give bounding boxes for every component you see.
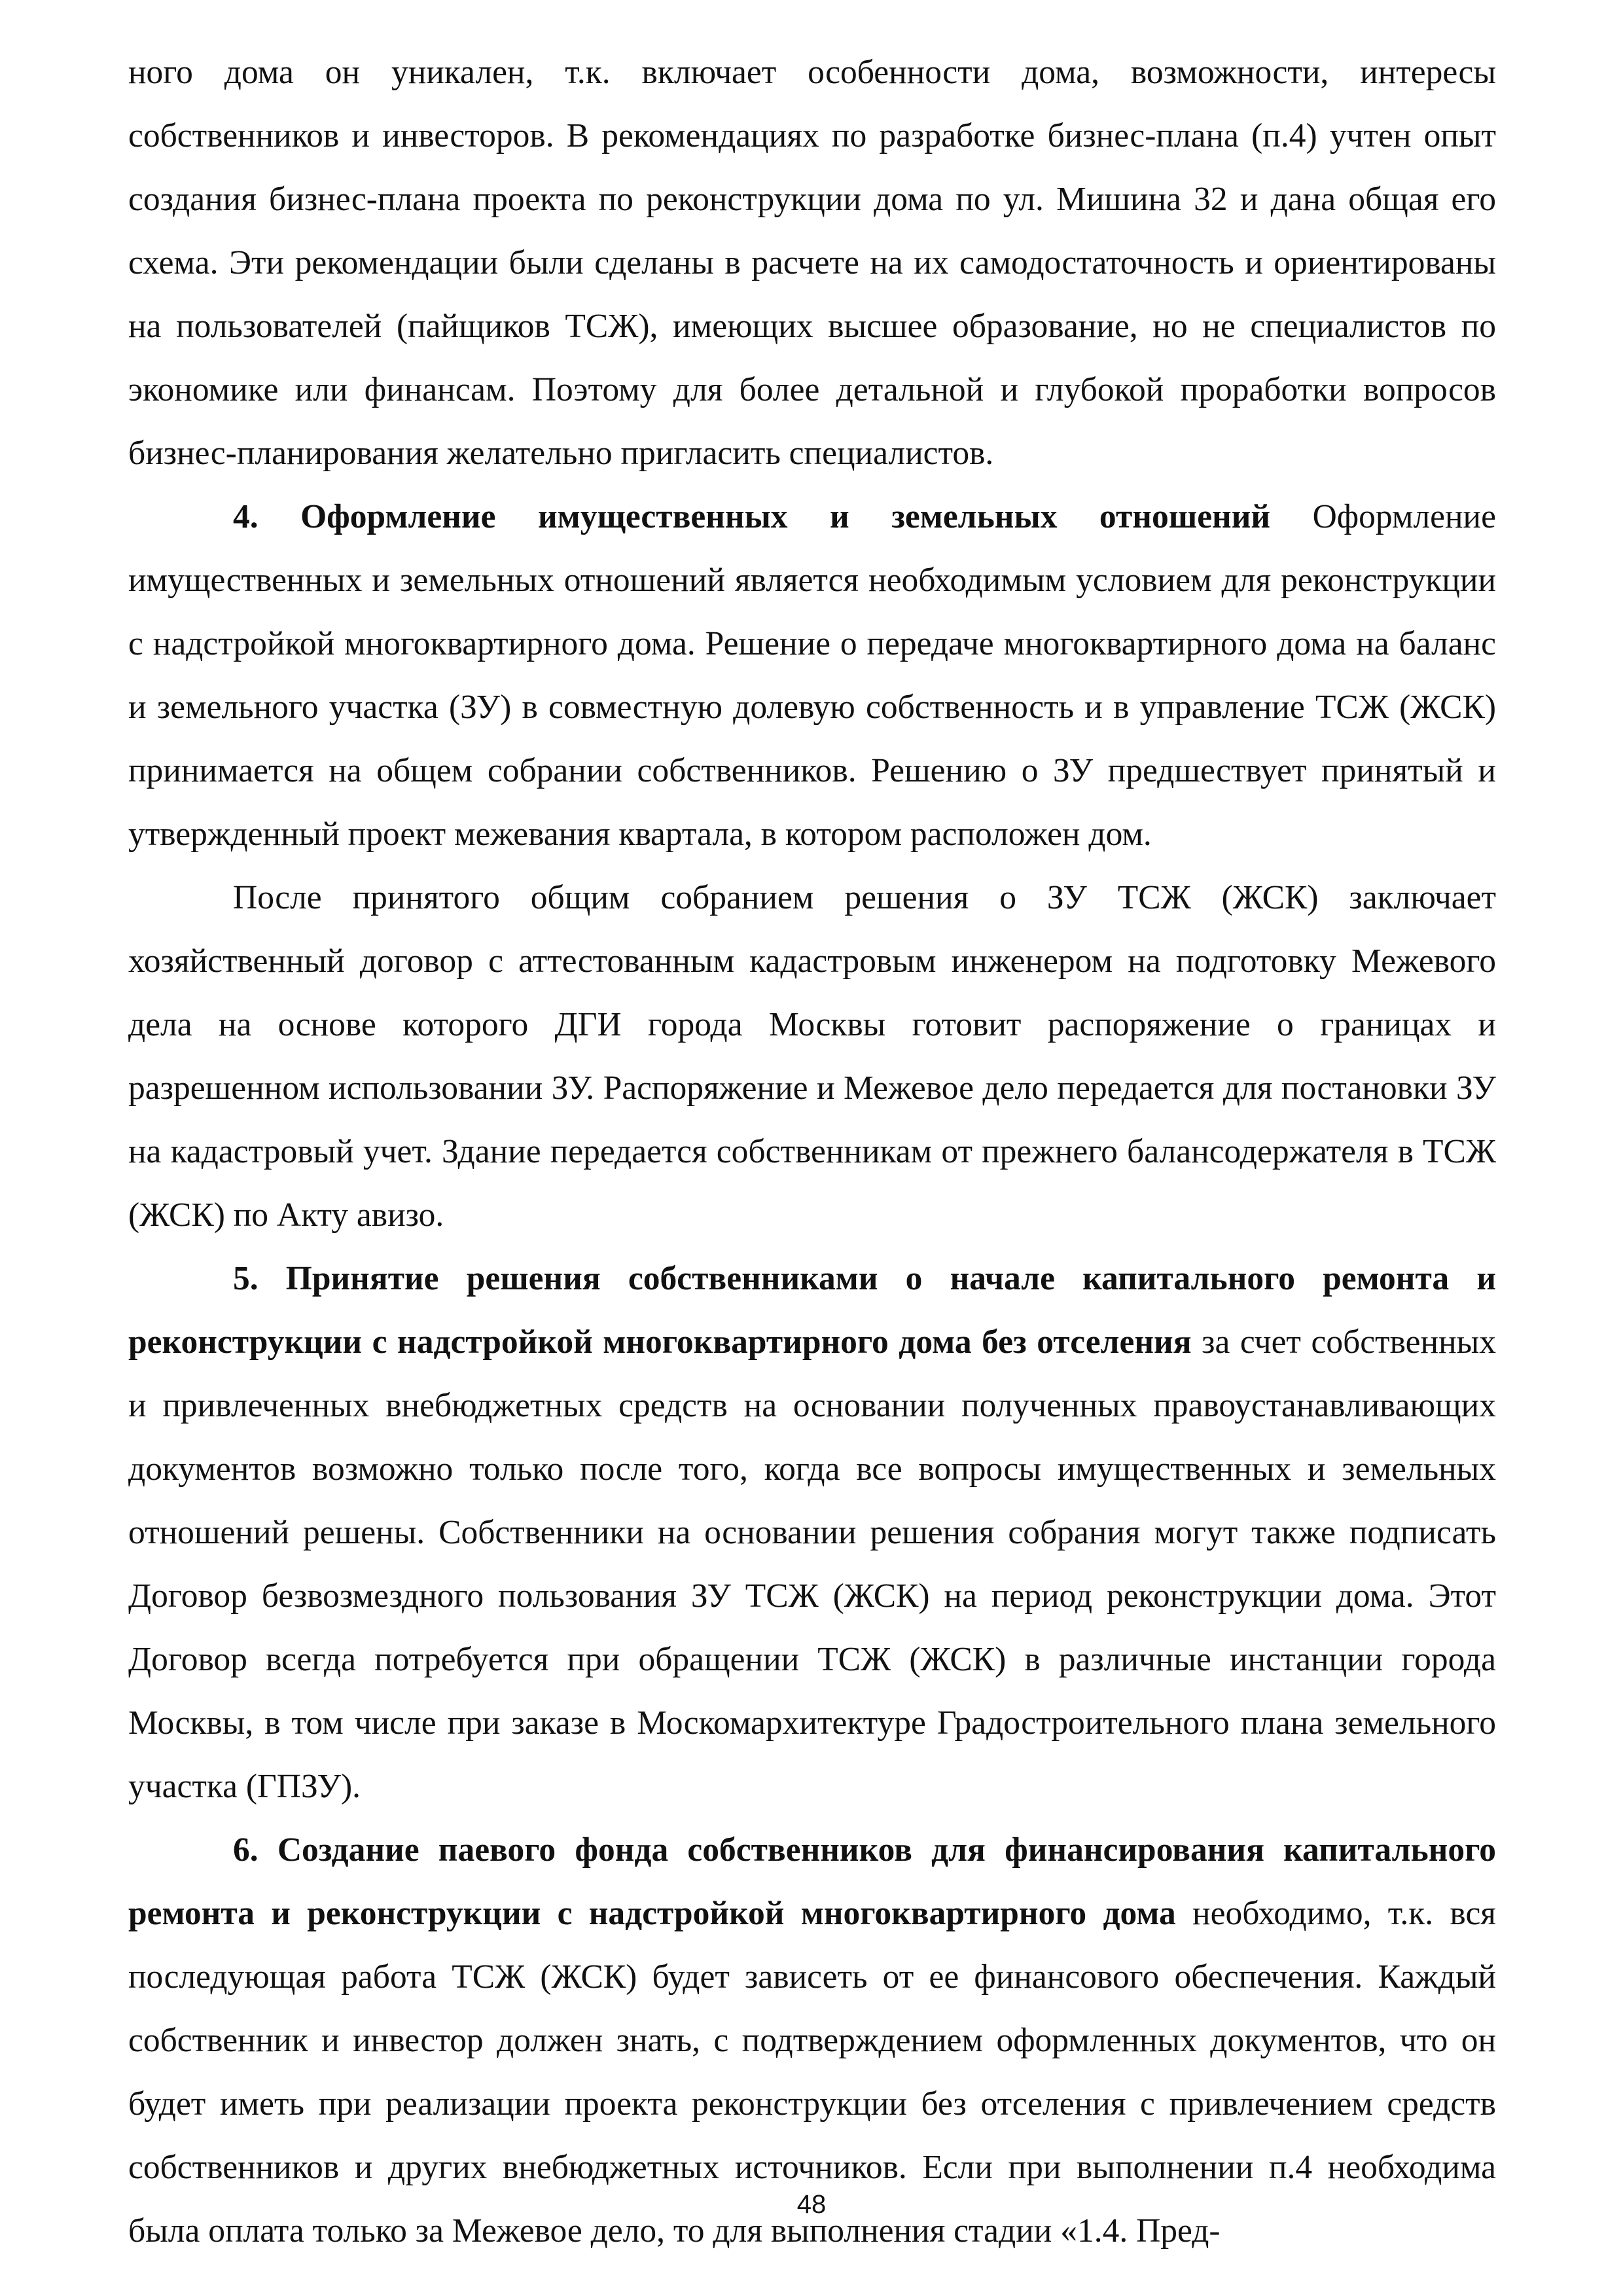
body-text [128,41,1496,2263]
paragraph-text: необходимо, т.к. вся последующая работа ТСЖ (ЖСК) будет зависеть от ее финансового обеспечения. Каждый собственник и инвестор должен знать, с подтверждением оформленных документов, что он будет иметь при реализации проекта реконструкции без отселения с привлечением средств собственников и других внебюджетных источников. Если при выполнении п.4 необходима была оплата только за Межевое дело, то для выполнения стадии «1.4. Пред- [128,1895,1496,2250]
paragraph-text: ного дома он уникален, т.к. включает особенности дома, возможности, интересы собственников и инвесторов. В рекомендациях по разработке бизнес-плана (п.4) учтен опыт создания бизнес-плана проекта по реконструкции дома по ул. Мишина 32 и дана общая его схема. Эти рекомендации были сделаны в расчете на их самодостаточность и ориентированы на пользователей (пайщиков ТСЖ), имеющих высшее образование, но не специалистов по экономике или финансам. Поэтому для более детальной и глубокой проработки вопросов бизнес-планирования желательно пригласить специалистов. [128,54,1496,472]
section-heading: 6. Создание паевого фонда собственников для финансирования капитального ремонта и реконструкции с надстройкой многоквартирного дома [128,1831,1496,1932]
section-heading: 5. Принятие решения собственниками о начале капитального ремонта и реконструкции с надстройкой многоквартирного дома без отселения [128,1260,1496,1361]
paragraph-intro-continuation [128,41,1496,485]
paragraph-section-4 [128,485,1496,866]
paragraph-text: После принятого общим собранием решения о ЗУ ТСЖ (ЖСК) заключает хозяйственный договор с аттестованным кадастровым инженером на подготовку Межевого дела на основе которого ДГИ города Москвы готовит распоряжение о границах и разрешенном использовании ЗУ. Распоряжение и Межевое дело передается для постановки ЗУ на кадастровый учет. Здание передается собственникам от прежнего балансодержателя в ТСЖ (ЖСК) по Акту авизо. [128,879,1496,1234]
paragraph-text: за счет собственных и привлеченных внебюджетных средств на основании полученных правоустанавливающих документов возможно только после того, когда все вопросы имущественных и земельных отношений решены. Собственники на основании решения собрания могут также подписать Договор безвозмездного пользования ЗУ ТСЖ (ЖСК) на период реконструкции дома. Этот Договор всегда потребуется при обращении ТСЖ (ЖСК) в различные инстанции города Москвы, в том числе при заказе в Москомархитектуре Градостроительного плана земельного участка (ГПЗУ). [128,1323,1496,1805]
paragraph-section-5 [128,1247,1496,1818]
paragraph-section-4-continued [128,866,1496,1247]
page-number: 48 [796,2190,827,2219]
section-heading: 4. Оформление имущественных и земельных отношений [233,498,1271,535]
paragraph-text: Оформление имущественных и земельных отношений является необходимым условием для реконструкции с надстройкой многоквартирного дома. Решение о передаче многоквартирного дома на баланс и земельного участка (ЗУ) в совместную долевую собственность и в управление ТСЖ (ЖСК) принимается на общем собрании собственников. Решению о ЗУ предшествует принятый и утвержденный проект межевания квартала, в котором расположен дом. [128,498,1496,853]
